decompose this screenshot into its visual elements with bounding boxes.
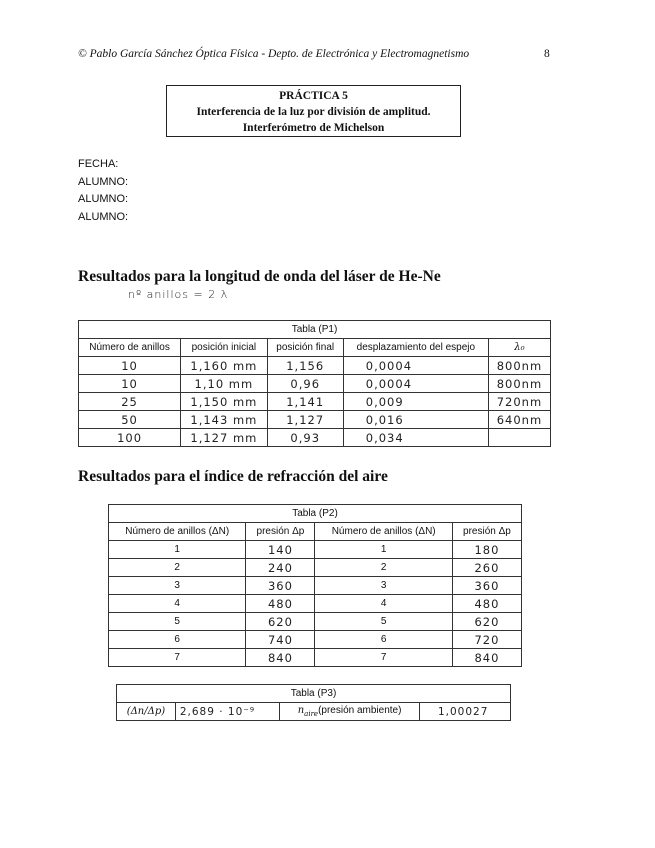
table-p2-header-row — [109, 523, 522, 541]
table-cell: 800nm — [488, 375, 550, 393]
table-cell: 7 — [315, 649, 452, 667]
table-cell: 1,141 — [267, 393, 343, 411]
practice-subtitle-2: Interferómetro de Michelson — [242, 122, 385, 134]
table-cell: 480 — [246, 595, 315, 613]
table-cell: 1,143 mm — [181, 411, 268, 429]
column-header: posición final — [267, 339, 343, 357]
field-alumno-3: ALUMNO: — [78, 210, 129, 223]
table-p3-caption: Tabla (P3) — [117, 685, 511, 703]
table-p2-caption: Tabla (P2) — [109, 505, 522, 523]
table-row — [109, 541, 522, 559]
table-cell: 740 — [246, 631, 315, 649]
table-cell: 260 — [452, 559, 521, 577]
table-cell: 10 — [79, 357, 181, 375]
table-cell: 0,96 — [267, 375, 343, 393]
table-cell: 620 — [246, 613, 315, 631]
table-p2 — [108, 504, 522, 667]
ratio-value: 2,689 · 10⁻⁹ — [175, 703, 279, 721]
column-header: desplazamiento del espejo — [343, 339, 488, 357]
column-header: λ₀ — [488, 339, 550, 357]
table-p1 — [78, 320, 551, 447]
table-cell: 720 — [452, 631, 521, 649]
table-cell: 1,127 mm — [181, 429, 268, 447]
table-row — [109, 649, 522, 667]
table-cell: 620 — [452, 613, 521, 631]
table-p3 — [116, 684, 511, 721]
table-cell: 1 — [109, 541, 246, 559]
table-row — [79, 393, 551, 411]
table-row — [109, 577, 522, 595]
practice-number: PRÁCTICA 5 — [279, 90, 348, 102]
table-p1-caption: Tabla (P1) — [79, 321, 551, 339]
table-cell: 1,127 — [267, 411, 343, 429]
table-cell: 0,93 — [267, 429, 343, 447]
table-cell: 720nm — [488, 393, 550, 411]
table-cell: 50 — [79, 411, 181, 429]
table-cell: 1,160 mm — [181, 357, 268, 375]
column-header: posición inicial — [181, 339, 268, 357]
table-row — [109, 559, 522, 577]
table-cell: 2 — [315, 559, 452, 577]
table-row — [79, 375, 551, 393]
table-cell: 2 — [109, 559, 246, 577]
table-row — [109, 595, 522, 613]
air-index-label-rest: (presión ambiente) — [318, 705, 402, 716]
section-heading-refraction: Resultados para el índice de refracción del aire — [78, 468, 388, 485]
page-number: 8 — [544, 48, 550, 60]
field-fecha: FECHA: — [78, 158, 119, 170]
table-cell: 0,034 — [343, 429, 488, 447]
table-cell: 360 — [452, 577, 521, 595]
table-cell: 7 — [109, 649, 246, 667]
table-cell: 6 — [109, 631, 246, 649]
table-cell — [488, 429, 550, 447]
table-row — [117, 703, 511, 721]
table-cell: 5 — [315, 613, 452, 631]
table-cell: 360 — [246, 577, 315, 595]
table-cell: 180 — [452, 541, 521, 559]
table-cell: 3 — [109, 577, 246, 595]
table-row — [79, 429, 551, 447]
practice-subtitle: Interferencia de la luz por división de amplitud. — [196, 106, 431, 118]
table-cell: 4 — [109, 595, 246, 613]
table-cell: 640nm — [488, 411, 550, 429]
table-cell: 1,156 — [267, 357, 343, 375]
air-index-label — [280, 703, 420, 721]
header-text: Pablo García Sánchez Óptica Física - Depto. de Electrónica y Electromagnetismo — [89, 48, 470, 60]
table-cell: 0,0004 — [343, 357, 488, 375]
field-alumno-1: ALUMNO: — [78, 175, 129, 188]
table-cell: 840 — [246, 649, 315, 667]
table-row — [109, 613, 522, 631]
table-cell: 0,0004 — [343, 375, 488, 393]
table-cell: 25 — [79, 393, 181, 411]
air-index-symbol: n — [297, 705, 305, 716]
table-cell: 800nm — [488, 357, 550, 375]
column-header: presión Δp — [246, 523, 315, 541]
table-cell: 3 — [315, 577, 452, 595]
column-header: Número de anillos (ΔN) — [109, 523, 246, 541]
air-index-subscript: aire — [304, 710, 319, 718]
table-row — [79, 411, 551, 429]
table-cell: 240 — [246, 559, 315, 577]
ratio-label: (Δn/Δp) — [117, 703, 176, 721]
column-header: Número de anillos — [79, 339, 181, 357]
table-cell: 140 — [246, 541, 315, 559]
student-fields — [78, 156, 128, 226]
table-cell: 10 — [79, 375, 181, 393]
table-row — [79, 357, 551, 375]
field-alumno-2: ALUMNO: — [78, 193, 129, 205]
table-cell: 0,016 — [343, 411, 488, 429]
air-index-value: 1,00027 — [419, 703, 510, 721]
column-header: Número de anillos (ΔN) — [315, 523, 452, 541]
page-header — [78, 48, 550, 60]
table-cell: 1,150 mm — [181, 393, 268, 411]
table-cell: 1 — [315, 541, 452, 559]
handwritten-note: nº anillos = 2 λ — [128, 288, 229, 301]
table-cell: 840 — [452, 649, 521, 667]
table-cell: 100 — [79, 429, 181, 447]
section-heading-wavelength: Resultados para la longitud de onda del láser de He-Ne — [78, 268, 441, 285]
table-cell: 480 — [452, 595, 521, 613]
table-p1-header-row — [79, 339, 551, 357]
copyright-symbol: © — [78, 48, 87, 60]
practice-title-box — [166, 85, 461, 137]
table-cell: 0,009 — [343, 393, 488, 411]
table-cell: 4 — [315, 595, 452, 613]
column-header: presión Δp — [452, 523, 521, 541]
table-cell: 5 — [109, 613, 246, 631]
table-cell: 1,10 mm — [181, 375, 268, 393]
table-cell: 6 — [315, 631, 452, 649]
table-row — [109, 631, 522, 649]
